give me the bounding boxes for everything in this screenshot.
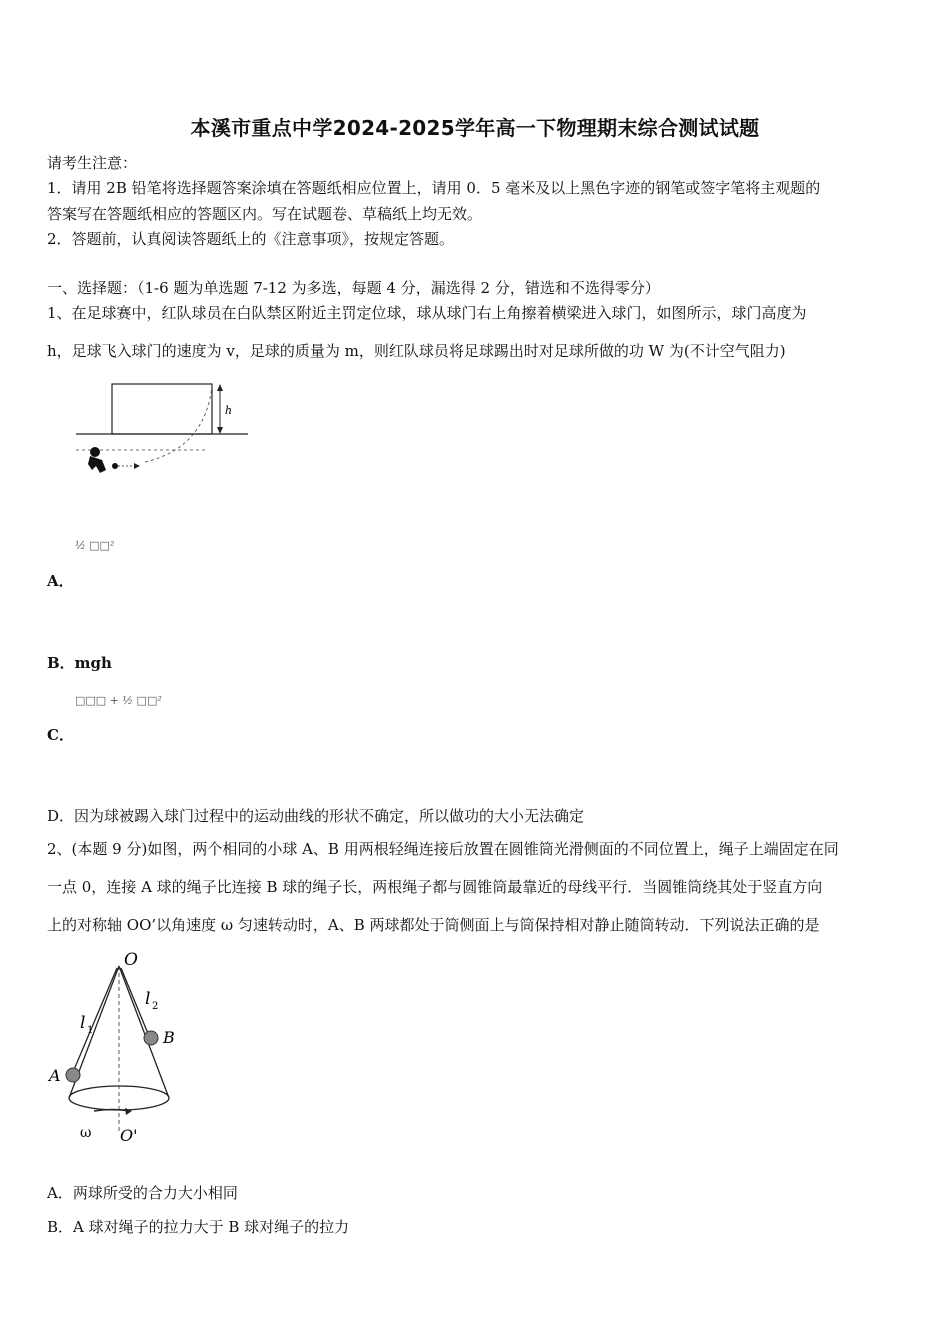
notice-heading: 请考生注意： [47, 154, 138, 172]
goal-frame [112, 384, 212, 434]
option-a-formula-image: ½ □□² [75, 539, 115, 552]
label-l1-subscript: 1 [87, 1025, 94, 1036]
question-1-line-1: 1、在足球赛中，红队球员在白队禁区附近主罚定位球，球从球门右上角擦着横梁进入球门，如图所示，球门高度为 [47, 304, 807, 322]
label-l1: l [80, 1013, 86, 1033]
question-1-option-b: B．mgh [47, 654, 112, 672]
kicker-figure [88, 447, 118, 473]
question-1-option-a: A． [47, 572, 74, 590]
question-1-option-d: D．因为球被踢入球门过程中的运动曲线的形状不确定，所以做功的大小无法确定 [47, 807, 585, 825]
notice-item-2: 2．答题前，认真阅读答题纸上的《注意事项》，按规定答题。 [47, 230, 455, 248]
label-l2: l [145, 989, 151, 1009]
question-2-figure [42, 948, 192, 1148]
label-o-prime: O' [120, 1126, 138, 1145]
option-c-formula-image: □□□ + ½ □□² [75, 694, 162, 707]
height-arrow-head-down [217, 427, 223, 434]
ball-a [66, 1068, 80, 1082]
label-o: O [124, 950, 138, 970]
notice-item-1-line-1: 1．请用 2B 铅笔将选择题答案涂填在答题纸相应位置上，请用 0．5 毫米及以上黑色字迹的钢笔或签字笔将主观题的 [47, 179, 821, 197]
question-2-line-2: 一点 0，连接 A 球的绳子比连接 B 球的绳子长，两根绳子都与圆锥筒最靠近的母线平行．当圆锥筒绕其处于竖直方向 [47, 878, 823, 896]
height-label: h [225, 404, 233, 417]
question-1-figure [70, 380, 255, 485]
ball-b [144, 1031, 158, 1045]
kick-direction-arrow [134, 463, 140, 469]
question-2-option-a: A．两球所受的合力大小相同 [47, 1184, 238, 1202]
label-a: A [49, 1066, 61, 1085]
question-1-line-2: h，足球飞入球门的速度为 v，足球的质量为 m，则红队球员将足球踢出时对足球所做的功 W 为(不计空气阻力) [47, 342, 786, 360]
ball-trajectory [145, 386, 212, 462]
cone-right-edge [119, 966, 169, 1098]
label-omega: ω [80, 1125, 92, 1141]
height-arrow-head-up [217, 384, 223, 391]
section-1-heading: 一、选择题：（1-6 题为单选题 7-12 为多选，每题 4 分，漏选得 2 分，错选和不选得零分） [47, 279, 660, 297]
notice-item-1-line-2: 答案写在答题纸相应的答题区内。写在试题卷、草稿纸上均无效。 [47, 205, 483, 223]
label-l2-subscript: 2 [152, 1001, 159, 1012]
question-1-option-c: C． [47, 726, 74, 744]
question-2-line-1: 2、(本题 9 分)如图，两个相同的小球 A、B 用两根轻绳连接后放置在圆锥筒光滑侧面的不同位置上，绳子上端固定在同 [47, 840, 839, 858]
label-b: B [163, 1028, 175, 1047]
rotation-arc [94, 1110, 130, 1112]
page-title: 本溪市重点中学2024-2025学年高一下物理期末综合测试试题 [190, 116, 760, 140]
question-2-option-b: B．A 球对绳子的拉力大于 B 球对绳子的拉力 [47, 1218, 350, 1236]
question-2-line-3: 上的对称轴 OO’以角速度 ω 匀速转动时，A、B 两球都处于筒侧面上与筒保持相对静止随筒转动．下列说法正确的是 [47, 916, 820, 934]
